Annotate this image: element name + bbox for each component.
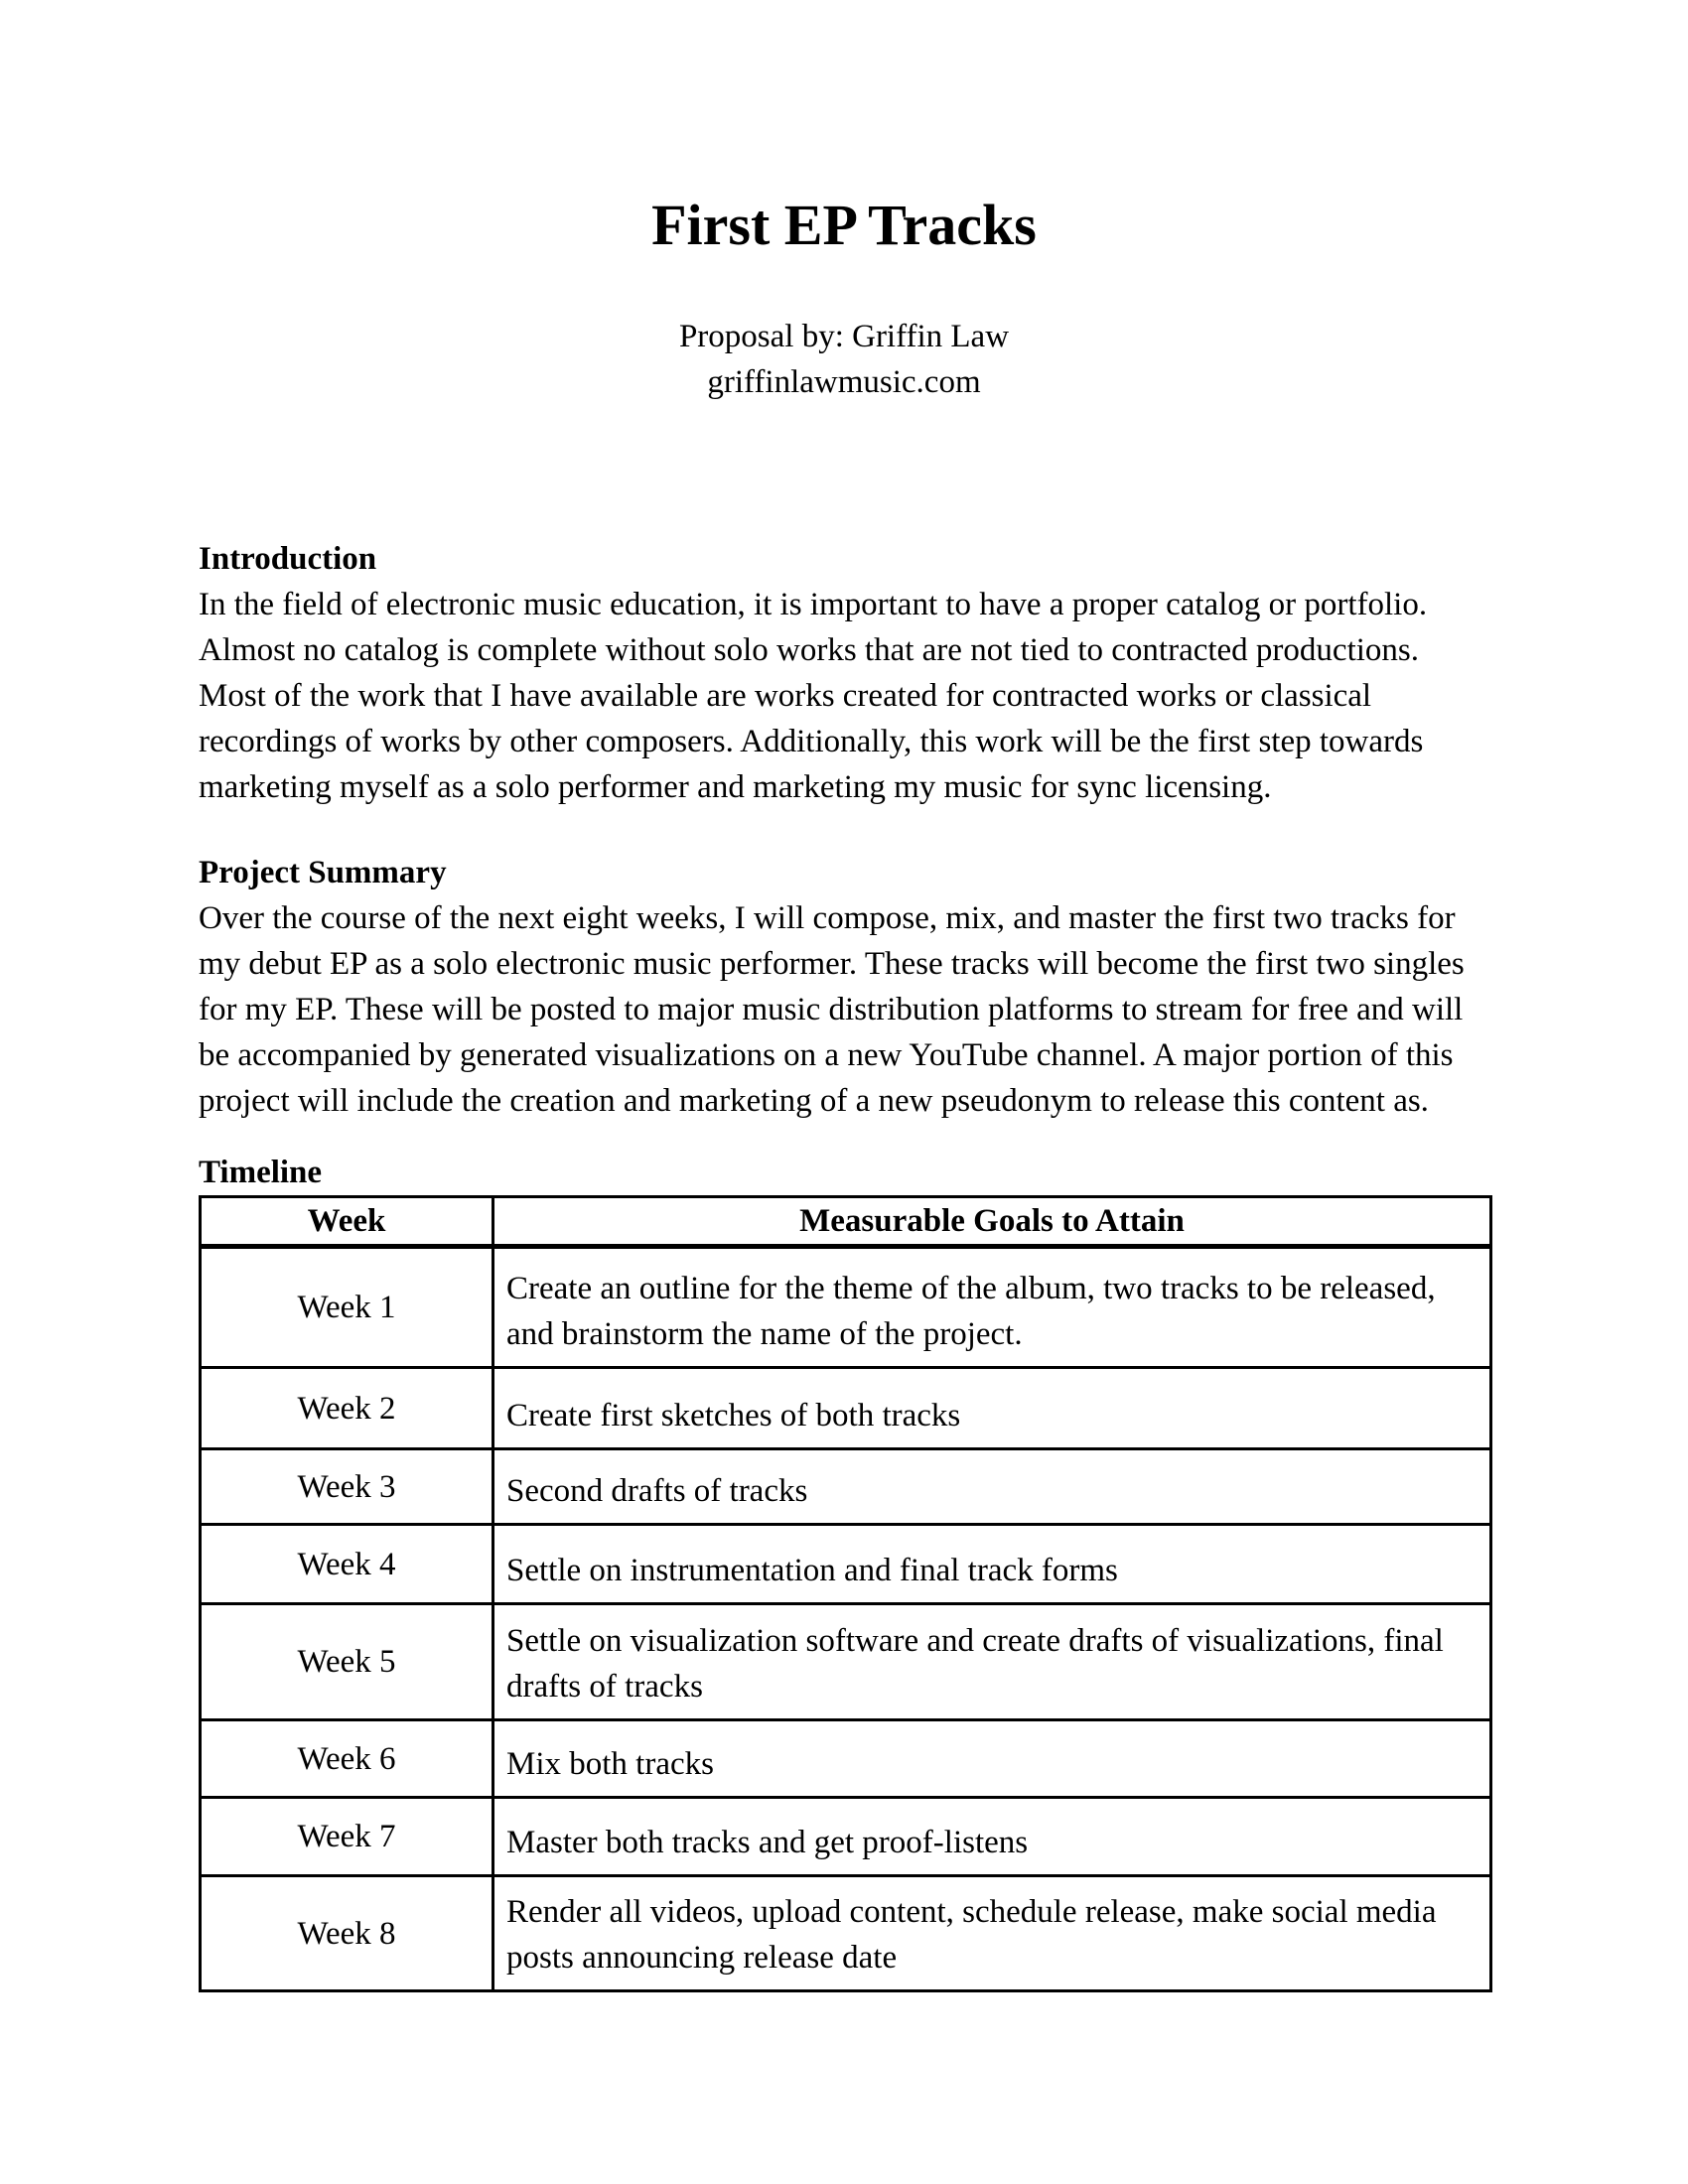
project-summary-heading: Project Summary: [199, 855, 447, 890]
week-cell: Week 7: [201, 1798, 493, 1876]
week-cell: Week 8: [201, 1876, 493, 1991]
goal-cell: Second drafts of tracks: [493, 1449, 1491, 1525]
week-cell: Week 1: [201, 1247, 493, 1368]
goal-cell: Master both tracks and get proof-listens: [493, 1798, 1491, 1876]
website-line: griffinlawmusic.com: [707, 364, 981, 400]
table-row: [201, 1876, 1491, 1991]
table-row: [201, 1604, 1491, 1720]
table-header-row: [201, 1197, 1491, 1247]
goal-cell: Settle on visualization software and create drafts of visualizations, final drafts of tracks: [493, 1604, 1491, 1720]
goal-cell: Create first sketches of both tracks: [493, 1368, 1491, 1449]
table-row: [201, 1368, 1491, 1449]
week-cell: Week 6: [201, 1720, 493, 1798]
introduction-paragraph: In the field of electronic music education, it is important to have a proper catalog or portfolio. Almost no catalog is complete without solo works that are not tied to contracted productions. Most of the work that I have available are works created for contracted works or classical recordings of works by other composers. Additionally, this work will be the first step towards marketing myself as a solo performer and marketing my music for sync licensing.: [199, 587, 1428, 805]
table-row: [201, 1720, 1491, 1798]
goal-cell: Settle on instrumentation and final track forms: [493, 1525, 1491, 1604]
table-row: [201, 1798, 1491, 1876]
week-cell: Week 4: [201, 1525, 493, 1604]
goal-cell: Mix both tracks: [493, 1720, 1491, 1798]
timeline-section: [199, 1150, 1489, 1992]
introduction-heading: Introduction: [199, 541, 377, 577]
table-row: [201, 1247, 1491, 1368]
week-column-header: Week: [201, 1197, 493, 1247]
goal-cell: Create an outline for the theme of the album, two tracks to be released, and brainstorm the name of the project.: [493, 1247, 1491, 1368]
week-cell: Week 5: [201, 1604, 493, 1720]
timeline-heading: Timeline: [199, 1155, 323, 1190]
timeline-table: [199, 1195, 1492, 1992]
page-title: First EP Tracks: [651, 193, 1037, 257]
introduction-section: [199, 536, 1489, 810]
week-cell: Week 2: [201, 1368, 493, 1449]
table-row: [201, 1449, 1491, 1525]
table-row: [201, 1525, 1491, 1604]
subtitle-block: [199, 314, 1489, 405]
week-cell: Week 3: [201, 1449, 493, 1525]
goals-column-header: Measurable Goals to Attain: [493, 1197, 1491, 1247]
goal-cell: Render all videos, upload content, schedule release, make social media posts announcing release date: [493, 1876, 1491, 1991]
proposal-author-line: Proposal by: Griffin Law: [678, 319, 1010, 354]
project-summary-paragraph: Over the course of the next eight weeks, I will compose, mix, and master the first two tracks for my debut EP as a solo electronic music performer. These tracks will become the first two singles for my EP. These will be posted to major music distribution platforms to stream for free and will be accompanied by generated visualizations on a new YouTube channel. A major portion of this project will include the creation and marketing of a new pseudonym to release this content as.: [199, 900, 1465, 1119]
project-summary-section: [199, 850, 1489, 1124]
